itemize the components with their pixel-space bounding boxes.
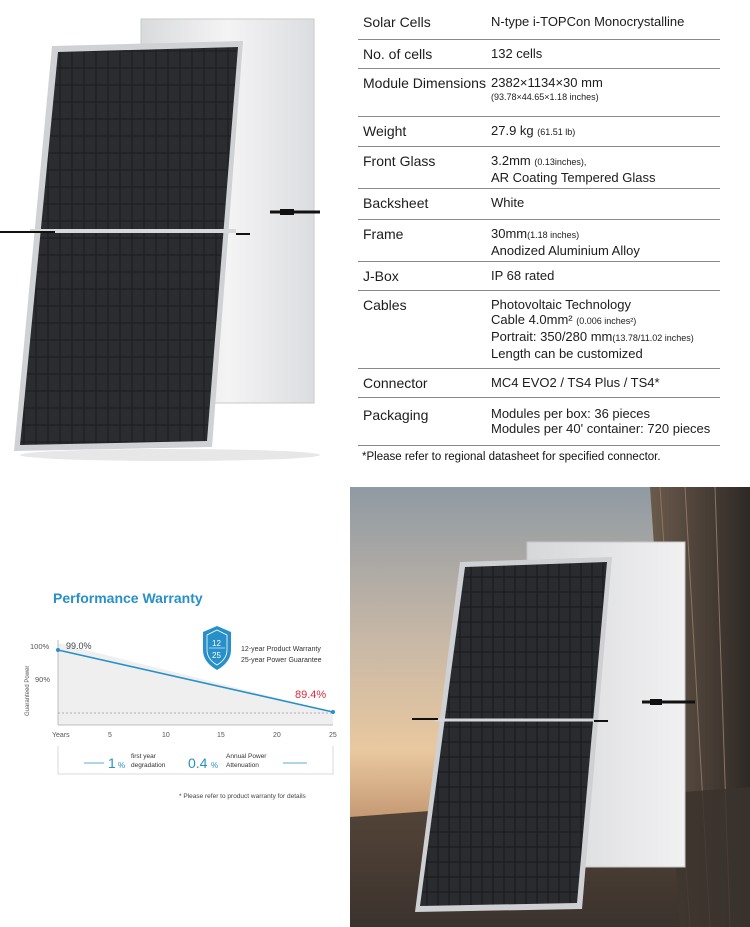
solar-panel-illustration <box>0 0 350 470</box>
y-axis-label: Guaranteed Power <box>25 665 31 716</box>
spec-row-connector <box>358 369 720 398</box>
spec-label: J-Box <box>363 268 399 284</box>
spec-table <box>358 8 720 446</box>
solar-panel-photo <box>350 487 750 927</box>
spec-value: 132 cells <box>491 46 543 61</box>
stat-annual-value: 0.4 <box>188 755 208 771</box>
spec-row-frame <box>358 220 720 262</box>
spec-label: Cables <box>363 297 407 313</box>
badge-line-1: 12-year Product Warranty <box>241 646 321 653</box>
spec-label: Solar Cells <box>363 14 431 30</box>
spec-label: Frame <box>363 226 404 242</box>
spec-row-cells <box>358 40 720 69</box>
spec-value: 30mm(1.18 inches) Anodized Aluminium Alloy <box>491 226 640 258</box>
spec-label: Backsheet <box>363 195 429 211</box>
warranty-footnote: * Please refer to product warranty for details <box>179 793 306 800</box>
spec-label: Packaging <box>363 407 429 423</box>
spec-label: Connector <box>363 375 428 391</box>
spec-label: Module Dimensions <box>363 75 486 91</box>
x-tick-years: Years <box>52 732 70 739</box>
start-value-label: 99.0% <box>66 641 92 651</box>
x-tick-5: 5 <box>108 732 112 739</box>
badge-bottom-number: 25 <box>212 651 221 660</box>
spec-row-backsheet <box>358 189 720 220</box>
badge-top-number: 12 <box>212 639 221 648</box>
stat-annual-unit: % <box>211 761 219 770</box>
spec-row-jbox <box>358 262 720 291</box>
end-point <box>331 710 335 714</box>
stat-first-year-line1: first year <box>131 753 156 760</box>
spec-value: MC4 EVO2 / TS4 Plus / TS4* <box>491 375 660 390</box>
badge-line-2: 25-year Power Guarantee <box>241 657 322 664</box>
spec-value: N-type i-TOPCon Monocrystalline <box>491 14 685 29</box>
stat-first-year-value: 1 <box>108 755 116 771</box>
x-tick-25: 25 <box>329 732 337 739</box>
warranty-shield-icon <box>203 626 231 670</box>
connector-note: *Please refer to regional datasheet for specified connector. <box>362 451 661 463</box>
spec-value: White <box>491 195 525 210</box>
stat-annual-line2: Attenuation <box>226 762 259 769</box>
spec-row-solar-cells <box>358 8 720 40</box>
x-tick-15: 15 <box>217 732 225 739</box>
spec-value: 3.2mm (0.13inches), AR Coating Tempered Glass <box>491 153 656 185</box>
spec-value: 2382×1134×30 mm (93.78×44.65×1.18 inches) <box>491 75 603 102</box>
spec-label: Weight <box>363 123 407 139</box>
spec-value: Photovoltaic Technology Cable 4.0mm² (0.006 inches²) Portrait: 350/280 mm(13.78/11.02 inches) Length can be customized <box>491 297 694 361</box>
end-value-label: 89.4% <box>295 689 327 701</box>
spec-label: No. of cells <box>363 46 433 62</box>
spec-row-cables <box>358 291 720 369</box>
spec-row-weight <box>358 117 720 147</box>
spec-row-front-glass <box>358 147 720 189</box>
stat-first-year-line2: degradation <box>131 762 166 769</box>
x-tick-20: 20 <box>273 732 281 739</box>
spec-value: Modules per box: 36 pieces Modules per 40' container: 720 pieces <box>491 406 711 436</box>
performance-warranty <box>0 590 350 820</box>
start-point <box>56 648 60 652</box>
spec-value: IP 68 rated <box>491 268 555 283</box>
stat-first-year-unit: % <box>118 761 126 770</box>
y-tick-90: 90% <box>35 675 51 684</box>
spec-label: Front Glass <box>363 153 436 169</box>
warranty-title: Performance Warranty <box>53 590 203 606</box>
stat-annual-line1: Annual Power <box>226 753 267 760</box>
spec-row-dimensions <box>358 69 720 117</box>
y-tick-100: 100% <box>30 642 50 651</box>
spec-row-packaging <box>358 398 720 446</box>
x-tick-10: 10 <box>162 732 170 739</box>
spec-value: 27.9 kg (61.51 lb) <box>491 123 576 138</box>
